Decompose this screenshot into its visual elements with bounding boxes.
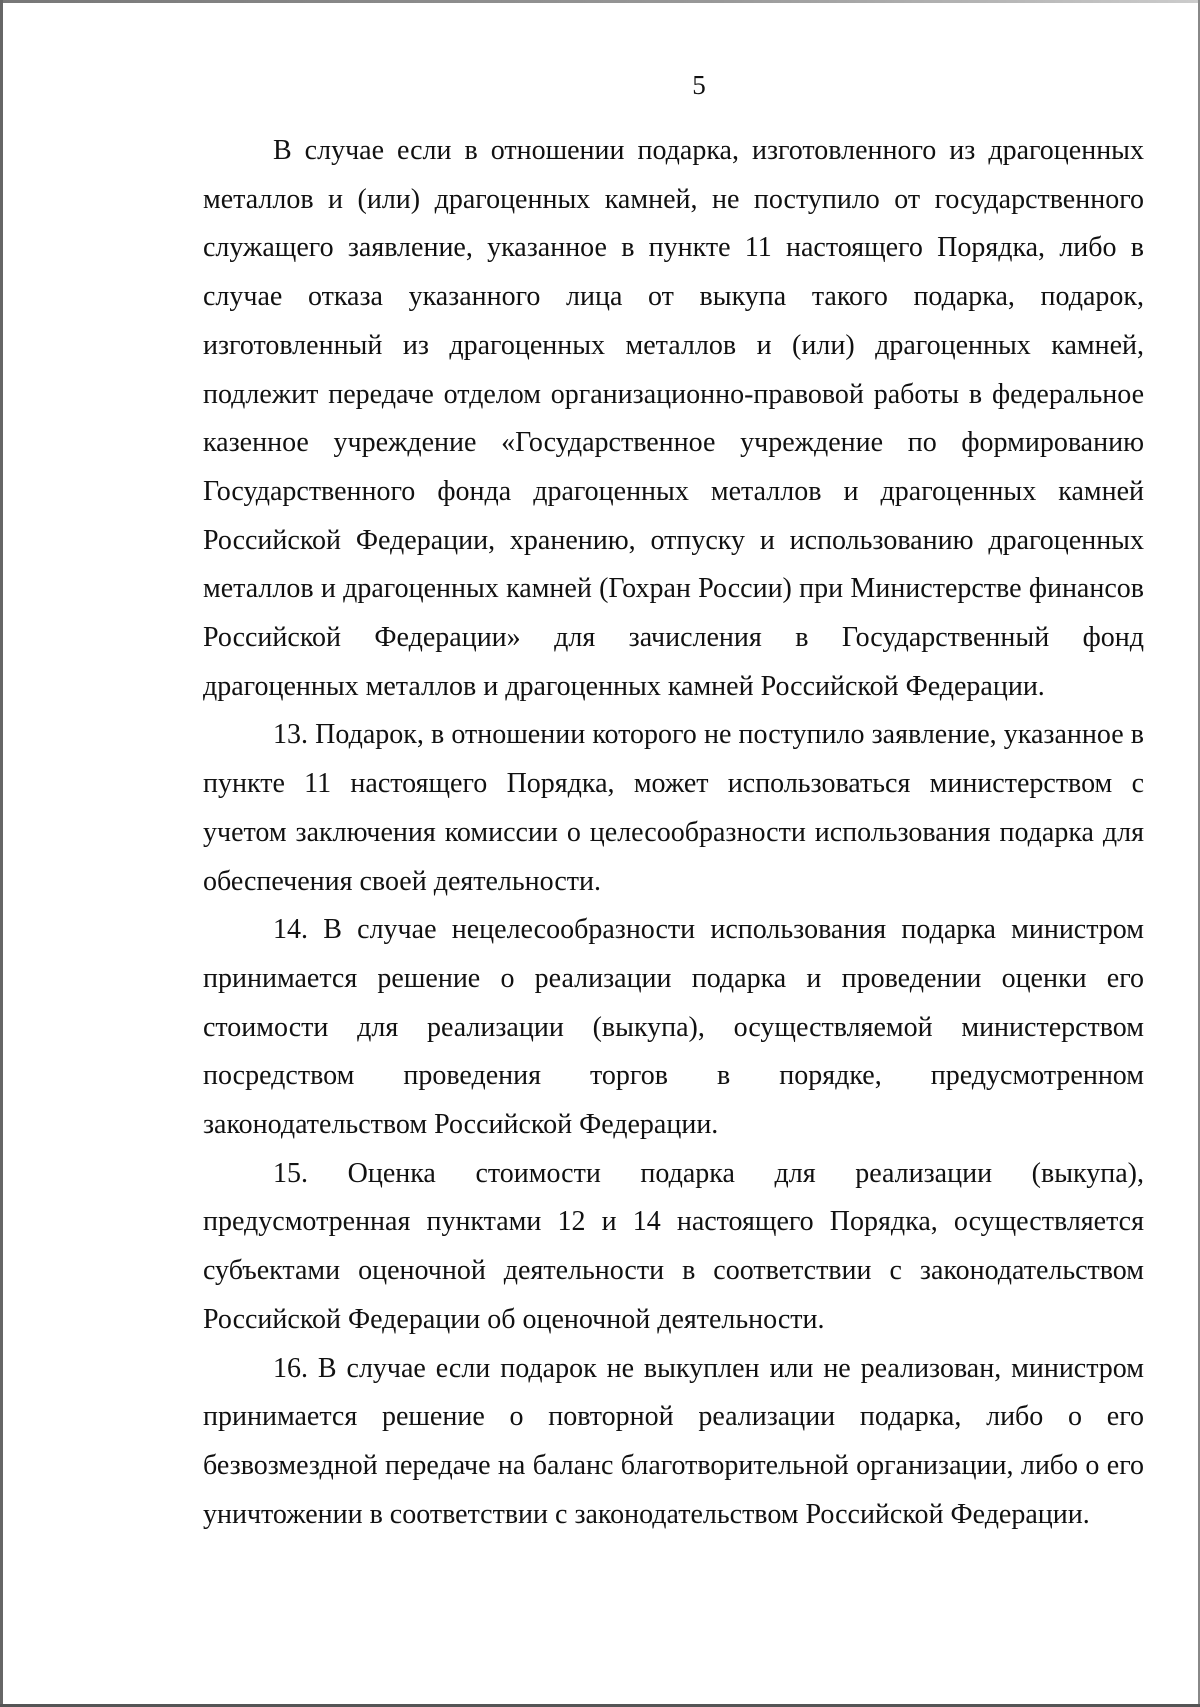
paragraph-16: 16. В случае если подарок не выкуплен или не реализован, министром принимается решение о повторной реализации подарка, либо о его безвозмездной передаче на баланс благотворительной организации, либо о его уничтожении в соответствии с законодательством Российской Федерации.: [203, 1352, 1144, 1530]
page-number: 5: [692, 70, 706, 100]
scan-edge-left: [0, 0, 3, 1707]
document-body: [203, 127, 1144, 1539]
paragraph-14: 14. В случае нецелесообразности использования подарка министром принимается решение о реализации подарка и проведении оценки его стоимости для реализации (выкупа), осуществляемой министерством посредством проведения торгов в порядке, предусмотренном законодательством Российской Федерации.: [203, 914, 1144, 1141]
paragraph-13: 13. Подарок, в отношении которого не поступило заявление, указанное в пункте 11 настоящего Порядка, может использоваться министерством с учетом заключения комиссии о целесообразности использования подарка для обеспечения своей деятельности.: [203, 719, 1144, 897]
paragraph-gohran-transfer: В случае если в отношении подарка, изготовленного из драгоценных металлов и (или) драгоценных камней, не поступило от государственного служащего заявление, указанное в пункте 11 настоящего Порядка, либо в случае отказа указанного лица от выкупа такого подарка, подарок, изготовленный из драгоценных металлов и (или) драгоценных камней, подлежит передаче отделом организационно-правовой работы в федеральное казенное учреждение «Государственное учреждение по формированию Государственного фонда драгоценных металлов и драгоценных камней Российской Федерации, хранению, отпуску и использованию драгоценных металлов и драгоценных камней (Гохран России) при Министерстве финансов Российской Федерации» для зачисления в Государственный фонд драгоценных металлов и драгоценных камней Российской Федерации.: [203, 135, 1144, 702]
paragraph-15: 15. Оценка стоимости подарка для реализации (выкупа), предусмотренная пунктами 12 и 14 настоящего Порядка, осуществляется субъектами оценочной деятельности в соответствии с законодательством Российской Федерации об оценочной деятельности.: [203, 1157, 1144, 1335]
scan-edge-top: [0, 0, 1200, 3]
